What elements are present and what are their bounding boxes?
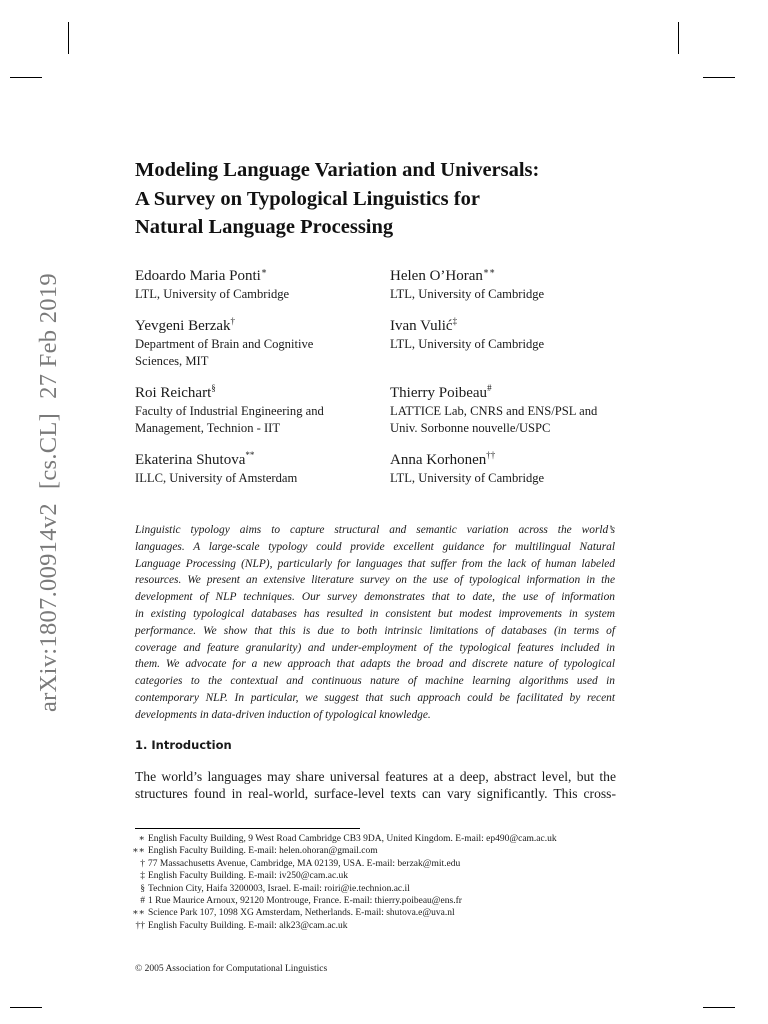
- abstract-line: developments in data-driven induction of typological knowledge.: [135, 708, 431, 721]
- author-affiliation: Univ. Sorbonne nouvelle/USPC: [390, 420, 551, 435]
- intro-line: The world’s languages may share universal features at a deep, abstract level, but the: [135, 769, 616, 784]
- arxiv-category: [cs.CL]: [35, 412, 62, 490]
- author-name: Thierry Poibeau#: [390, 383, 492, 401]
- footnote: § Technion City, Haifa 3200003, Israel. E-mail: roiri@ie.technion.ac.il: [140, 883, 410, 894]
- author-block: [390, 450, 640, 487]
- footnote: ‡ English Faculty Building. E-mail: iv250@cam.ac.uk: [140, 871, 349, 882]
- abstract-line: in existing typological databases has resulted in consistent but modest improvements in system: [135, 607, 615, 620]
- author-affiliation: Sciences, MIT: [135, 353, 209, 368]
- author-affiliation: LATTICE Lab, CNRS and ENS/PSL and: [390, 404, 598, 418]
- author-block: [135, 266, 385, 303]
- footnote: †† English Faculty Building. E-mail: alk23@cam.ac.uk: [135, 920, 348, 931]
- footnote: ∗∗ Science Park 107, 1098 XG Amsterdam, Netherlands. E-mail: shutova.e@uva.nl: [132, 908, 455, 919]
- author-name: Helen O’Horan∗∗: [390, 266, 496, 284]
- arxiv-stamp: [35, 259, 63, 712]
- paper-title: [135, 156, 655, 242]
- abstract-line: development of NLP techniques. Our survey demonstrates that to date, the use of information: [135, 591, 615, 604]
- abstract-line: coverage and feature granularity) and under-employment of the typological features included in: [135, 641, 615, 654]
- author-name: Ivan Vulić‡: [390, 316, 458, 334]
- author-affiliation: LTL, University of Cambridge: [390, 471, 545, 485]
- author-block: [135, 316, 385, 370]
- author-affiliation: Department of Brain and Cognitive: [135, 337, 314, 351]
- author-affiliation: LTL, University of Cambridge: [135, 287, 290, 301]
- author-block: [135, 383, 385, 437]
- author-affiliation: ILLC, University of Amsterdam: [135, 471, 298, 485]
- intro-line: structures found in real-world, surface-level texts can vary significantly. This cross-: [135, 786, 616, 801]
- abstract-line: categories to the contextual and continuous nature of machine learning algorithms used in: [135, 675, 615, 688]
- crop-mark: [678, 22, 679, 54]
- crop-mark: [68, 22, 69, 54]
- crop-mark: [703, 77, 735, 78]
- author-block: [390, 316, 640, 353]
- arxiv-id: arXiv:1807.00914v2: [35, 503, 62, 712]
- abstract-line: languages. A large-scale typology could provide excellent guidance for multilingual Natural: [135, 540, 615, 553]
- footnote: † 77 Massachusetts Avenue, Cambridge, MA 02139, USA. E-mail: berzak@mit.edu: [140, 858, 461, 869]
- author-block: [390, 383, 640, 437]
- author-name: Roi Reichart§: [135, 383, 216, 401]
- abstract-line: performance. We show that this is due to both intrinsic limitations of databases (in terms of: [135, 624, 615, 637]
- author-name: Anna Korhonen††: [390, 450, 496, 468]
- author-name: Yevgeni Berzak†: [135, 316, 236, 334]
- author-affiliation: LTL, University of Cambridge: [390, 337, 545, 351]
- author-name: Edoardo Maria Ponti∗: [135, 266, 267, 284]
- section-heading: 1. Introduction: [135, 738, 232, 752]
- title-line: Modeling Language Variation and Universals:: [135, 159, 540, 181]
- author-affiliation: Faculty of Industrial Engineering and: [135, 404, 324, 418]
- abstract-line: contemporary NLP. In particular, we suggest that such approach could be facilitated by recent: [135, 691, 615, 704]
- footnote: ∗∗ English Faculty Building. E-mail: helen.ohoran@gmail.com: [132, 846, 378, 857]
- title-line: A Survey on Typological Linguistics for: [135, 187, 480, 210]
- footnote-rule: [135, 828, 360, 829]
- intro-paragraph: [135, 768, 616, 802]
- copyright-notice: © 2005 Association for Computational Linguistics: [135, 964, 328, 974]
- abstract: [135, 522, 615, 724]
- crop-mark: [10, 77, 42, 78]
- author-affiliation: LTL, University of Cambridge: [390, 287, 545, 301]
- author-affiliation: Management, Technion - IIT: [135, 420, 281, 435]
- author-block: [135, 450, 385, 487]
- abstract-line: resources. We present an extensive literature survey on the use of typological information in the: [135, 574, 615, 587]
- footnote: # 1 Rue Maurice Arnoux, 92120 Montrouge, France. E-mail: thierry.poibeau@ens.fr: [140, 896, 462, 907]
- footnotes: [120, 833, 640, 932]
- arxiv-date: 27 Feb 2019: [35, 273, 62, 399]
- abstract-line: them. We advocate for a new approach that adapts the broad and discrete nature of typological: [135, 658, 615, 671]
- title-line: Natural Language Processing: [135, 216, 394, 238]
- abstract-line: Linguistic typology aims to capture structural and semantic variation across the world’s: [135, 524, 615, 536]
- abstract-line: Language Processing (NLP), particularly for languages that suffer from the lack of human labeled: [135, 557, 615, 570]
- crop-mark: [10, 1007, 42, 1008]
- crop-mark: [703, 1007, 735, 1008]
- author-block: [390, 266, 640, 303]
- author-name: Ekaterina Shutova**: [135, 450, 255, 468]
- footnote: ∗ English Faculty Building, 9 West Road Cambridge CB3 9DA, United Kingdom. E-mail: ep490@cam.ac.uk: [138, 834, 557, 844]
